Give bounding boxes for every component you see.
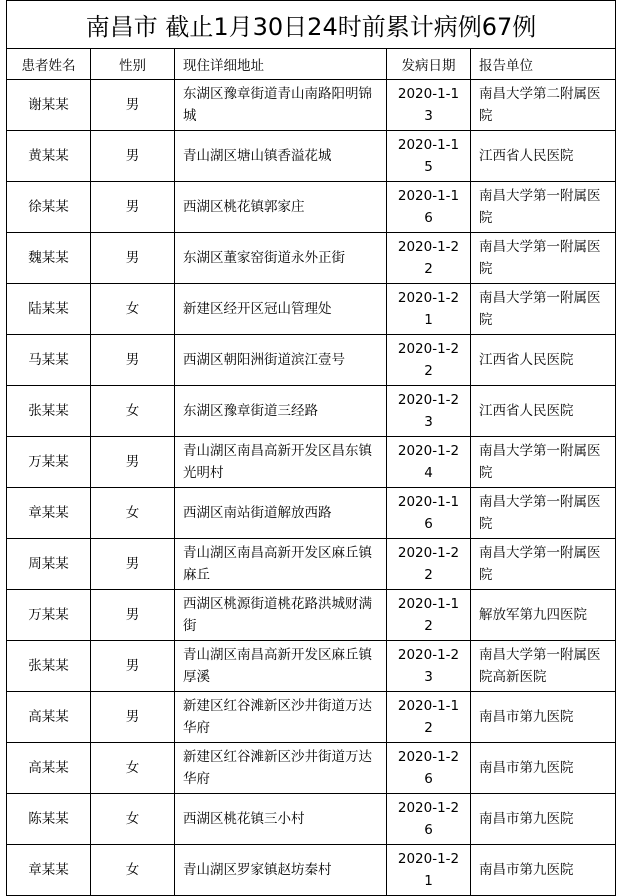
cell-patient-name: 魏某某 bbox=[7, 233, 91, 284]
header-date: 发病日期 bbox=[387, 49, 471, 80]
table-title: 南昌市 截止1月30日24时前累计病例67例 bbox=[7, 1, 616, 49]
cell-report-unit: 南昌大学第一附属医院 bbox=[471, 437, 616, 488]
cell-address: 新建区红谷滩新区沙井街道万达华府 bbox=[175, 743, 387, 794]
title-row bbox=[7, 1, 616, 49]
cell-address: 西湖区桃花镇郭家庄 bbox=[175, 182, 387, 233]
cell-patient-name: 徐某某 bbox=[7, 182, 91, 233]
header-unit: 报告单位 bbox=[471, 49, 616, 80]
cell-patient-name: 高某某 bbox=[7, 743, 91, 794]
table-row bbox=[7, 386, 616, 437]
cell-onset-date: 2020-1-23 bbox=[387, 386, 471, 437]
cell-patient-name: 高某某 bbox=[7, 692, 91, 743]
header-name: 患者姓名 bbox=[7, 49, 91, 80]
header-sex: 性别 bbox=[91, 49, 175, 80]
cell-address: 青山湖区塘山镇香溢花城 bbox=[175, 131, 387, 182]
cell-report-unit: 南昌市第九医院 bbox=[471, 743, 616, 794]
cell-onset-date: 2020-1-26 bbox=[387, 794, 471, 845]
cell-sex: 男 bbox=[91, 233, 175, 284]
cell-report-unit: 南昌大学第一附属医院高新医院 bbox=[471, 641, 616, 692]
cell-report-unit: 南昌大学第二附属医院 bbox=[471, 80, 616, 131]
cell-sex: 女 bbox=[91, 845, 175, 896]
cell-patient-name: 章某某 bbox=[7, 845, 91, 896]
cell-patient-name: 张某某 bbox=[7, 641, 91, 692]
cell-patient-name: 万某某 bbox=[7, 590, 91, 641]
table-row bbox=[7, 845, 616, 896]
header-row bbox=[7, 49, 616, 80]
table-row bbox=[7, 182, 616, 233]
table-row bbox=[7, 233, 616, 284]
cell-address: 青山湖区南昌高新开发区昌东镇光明村 bbox=[175, 437, 387, 488]
cell-onset-date: 2020-1-15 bbox=[387, 131, 471, 182]
cell-report-unit: 南昌大学第一附属医院 bbox=[471, 539, 616, 590]
table-row bbox=[7, 794, 616, 845]
cell-patient-name: 周某某 bbox=[7, 539, 91, 590]
cell-patient-name: 陆某某 bbox=[7, 284, 91, 335]
cell-onset-date: 2020-1-22 bbox=[387, 335, 471, 386]
cell-patient-name: 马某某 bbox=[7, 335, 91, 386]
cell-address: 新建区红谷滩新区沙井街道万达华府 bbox=[175, 692, 387, 743]
table-row bbox=[7, 131, 616, 182]
cell-address: 东湖区豫章街道青山南路阳明锦城 bbox=[175, 80, 387, 131]
cell-onset-date: 2020-1-12 bbox=[387, 590, 471, 641]
cell-onset-date: 2020-1-21 bbox=[387, 845, 471, 896]
cell-sex: 男 bbox=[91, 590, 175, 641]
cell-report-unit: 江西省人民医院 bbox=[471, 386, 616, 437]
cell-sex: 女 bbox=[91, 743, 175, 794]
cell-report-unit: 江西省人民医院 bbox=[471, 131, 616, 182]
cell-address: 青山湖区南昌高新开发区麻丘镇麻丘 bbox=[175, 539, 387, 590]
cell-sex: 女 bbox=[91, 386, 175, 437]
cell-address: 东湖区董家窑街道永外正街 bbox=[175, 233, 387, 284]
cell-address: 新建区经开区冠山管理处 bbox=[175, 284, 387, 335]
table-row bbox=[7, 437, 616, 488]
cell-address: 西湖区南站街道解放西路 bbox=[175, 488, 387, 539]
cell-patient-name: 万某某 bbox=[7, 437, 91, 488]
cell-address: 西湖区桃源街道桃花路洪城财满街 bbox=[175, 590, 387, 641]
cell-sex: 女 bbox=[91, 794, 175, 845]
cell-report-unit: 解放军第九四医院 bbox=[471, 590, 616, 641]
cell-address: 东湖区豫章街道三经路 bbox=[175, 386, 387, 437]
table-row bbox=[7, 488, 616, 539]
cell-report-unit: 南昌市第九医院 bbox=[471, 794, 616, 845]
cell-report-unit: 南昌大学第一附属医院 bbox=[471, 182, 616, 233]
cell-sex: 男 bbox=[91, 335, 175, 386]
cell-sex: 男 bbox=[91, 437, 175, 488]
table-row bbox=[7, 539, 616, 590]
cell-sex: 女 bbox=[91, 284, 175, 335]
table-row bbox=[7, 590, 616, 641]
cell-onset-date: 2020-1-12 bbox=[387, 692, 471, 743]
cell-onset-date: 2020-1-22 bbox=[387, 539, 471, 590]
cell-report-unit: 江西省人民医院 bbox=[471, 335, 616, 386]
cell-onset-date: 2020-1-13 bbox=[387, 80, 471, 131]
cell-onset-date: 2020-1-16 bbox=[387, 182, 471, 233]
cell-report-unit: 南昌大学第一附属医院 bbox=[471, 488, 616, 539]
cell-report-unit: 南昌大学第一附属医院 bbox=[471, 284, 616, 335]
cell-sex: 男 bbox=[91, 131, 175, 182]
cell-patient-name: 章某某 bbox=[7, 488, 91, 539]
cell-onset-date: 2020-1-21 bbox=[387, 284, 471, 335]
cell-address: 青山湖区南昌高新开发区麻丘镇厚溪 bbox=[175, 641, 387, 692]
cell-onset-date: 2020-1-23 bbox=[387, 641, 471, 692]
cell-onset-date: 2020-1-22 bbox=[387, 233, 471, 284]
cell-sex: 男 bbox=[91, 539, 175, 590]
cell-address: 西湖区桃花镇三小村 bbox=[175, 794, 387, 845]
table-row bbox=[7, 284, 616, 335]
cell-sex: 男 bbox=[91, 80, 175, 131]
header-address: 现住详细地址 bbox=[175, 49, 387, 80]
cell-onset-date: 2020-1-16 bbox=[387, 488, 471, 539]
cell-sex: 男 bbox=[91, 641, 175, 692]
cell-sex: 男 bbox=[91, 182, 175, 233]
cell-report-unit: 南昌大学第一附属医院 bbox=[471, 233, 616, 284]
table-row bbox=[7, 335, 616, 386]
cell-report-unit: 南昌市第九医院 bbox=[471, 692, 616, 743]
cell-onset-date: 2020-1-24 bbox=[387, 437, 471, 488]
cell-patient-name: 陈某某 bbox=[7, 794, 91, 845]
cell-sex: 男 bbox=[91, 692, 175, 743]
cell-sex: 女 bbox=[91, 488, 175, 539]
cell-onset-date: 2020-1-26 bbox=[387, 743, 471, 794]
cell-patient-name: 张某某 bbox=[7, 386, 91, 437]
table-row bbox=[7, 80, 616, 131]
table-row bbox=[7, 743, 616, 794]
table-row bbox=[7, 641, 616, 692]
table-row bbox=[7, 692, 616, 743]
cell-address: 青山湖区罗家镇赵坊秦村 bbox=[175, 845, 387, 896]
cell-address: 西湖区朝阳洲街道滨江壹号 bbox=[175, 335, 387, 386]
cell-patient-name: 谢某某 bbox=[7, 80, 91, 131]
case-table bbox=[6, 0, 616, 896]
cell-report-unit: 南昌市第九医院 bbox=[471, 845, 616, 896]
cell-patient-name: 黄某某 bbox=[7, 131, 91, 182]
